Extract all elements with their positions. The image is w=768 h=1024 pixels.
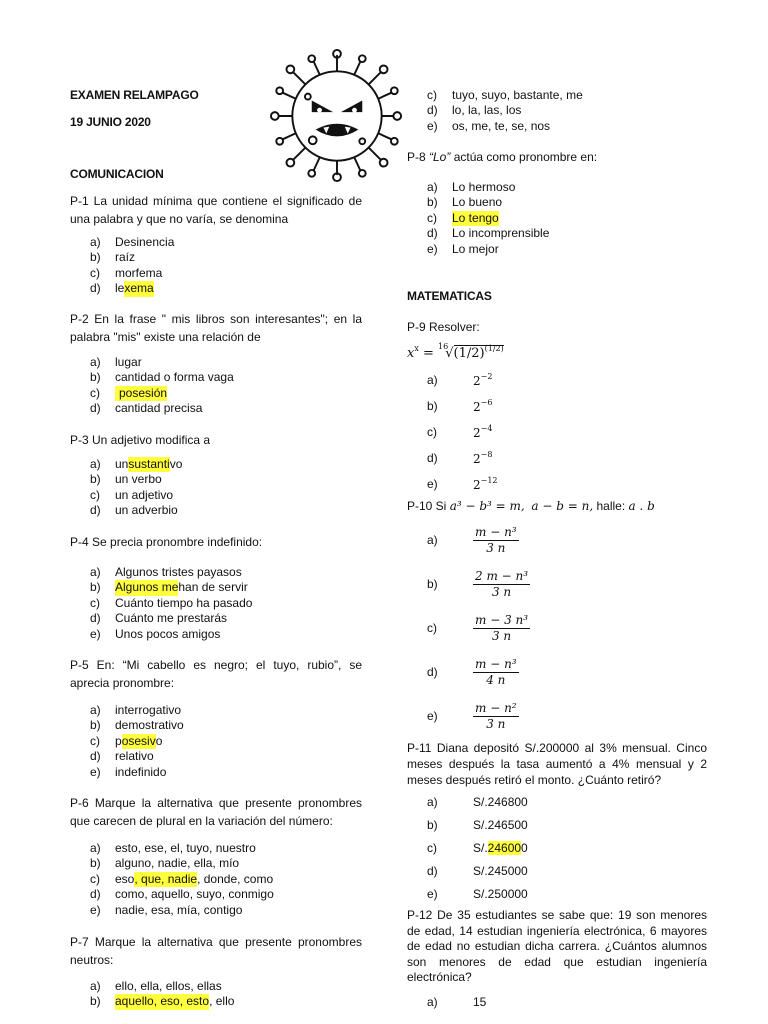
p2-options <box>90 355 362 417</box>
highlight: posesión <box>115 386 167 401</box>
option[interactable]: e) Unos pocos amigos <box>90 626 221 641</box>
option[interactable]: a) esto, ese, el, tuyo, nuestro <box>90 841 256 855</box>
option[interactable]: a) lugar <box>90 355 142 369</box>
p6-options <box>90 841 362 918</box>
option[interactable]: b) demostrativo <box>90 718 184 733</box>
option[interactable]: d) S/.245000 <box>427 863 528 878</box>
question-p4: P-4 Se precia pronombre indefinido: <box>70 535 263 549</box>
option[interactable]: a) ello, ella, ellos, ellas <box>90 979 222 993</box>
option[interactable]: c) Lo tengo <box>427 210 499 225</box>
option[interactable]: d) $2^{-8}$ <box>427 450 493 466</box>
highlight: xema <box>124 281 154 296</box>
section-comunicacion: COMUNICACION <box>70 167 164 181</box>
option[interactable]: a) Algunos tristes payasos <box>90 565 242 579</box>
p11-options <box>427 790 707 905</box>
question-p2: P-2 En la frase " mis libros son interesantes"; en la palabra "mis" existe una relación de <box>70 312 362 344</box>
highlight: , que, nadie <box>134 871 198 886</box>
option[interactable]: b) Lo bueno <box>427 195 503 210</box>
option[interactable]: e) os, me, te, se, nos <box>427 118 551 133</box>
p7-options-part2 <box>427 88 707 134</box>
option[interactable]: a) Desinencia <box>90 235 175 249</box>
option[interactable]: d) relativo <box>90 749 154 764</box>
option[interactable]: e) S/.250000 <box>427 886 528 901</box>
p3-options <box>90 457 362 519</box>
option[interactable]: a) un sustanti vo <box>90 457 183 471</box>
option[interactable]: d) Cuánto me prestarás <box>90 611 228 626</box>
option[interactable]: b) S/.246500 <box>427 817 528 832</box>
option[interactable]: b) aquello, eso, esto , ello <box>90 994 235 1009</box>
exam-title: EXAMEN RELAMPAGO <box>70 88 199 102</box>
option[interactable]: c) Cuánto tiempo ha pasado <box>90 595 253 610</box>
question-p6: P-6 Marque la alternativa que presente pronombres que carecen de plural en la variación del número: <box>70 796 362 828</box>
option[interactable]: c) morfema <box>90 265 163 280</box>
option[interactable]: b) $2^{-6}$ <box>427 398 493 414</box>
p4-options <box>90 565 362 642</box>
section-matematicas: MATEMATICAS <box>407 289 492 303</box>
option[interactable]: c) p osesiv o <box>90 733 163 748</box>
question-p3: P-3 Un adjetivo modifica a <box>70 433 211 447</box>
option[interactable]: d) como, aquello, suyo, conmigo <box>90 887 274 902</box>
option[interactable]: b) Algunos me han de servir <box>90 580 248 595</box>
option[interactable]: e) nadie, esa, mía, contigo <box>90 902 243 917</box>
p9-equation: $x^x = ^{16}√(1/2)^{(1/2)}$ <box>407 342 504 361</box>
option[interactable]: b) cantidad o forma vaga <box>90 370 234 385</box>
question-p5: P-5 En: “Mi cabello es negro; el tuyo, rubio”, se aprecia pronombre: <box>70 658 362 690</box>
highlight: Algunos me <box>115 580 179 595</box>
question-p11: P-11 Diana depositó S/.200000 al 3% mensual. Cinco meses después la tasa aumentó a 4% mensual y 2 meses después retiró el monto. ¿Cuánto retiró? <box>407 741 707 787</box>
option[interactable]: a) interrogativo <box>90 703 182 717</box>
option[interactable]: b) raíz <box>90 250 136 265</box>
option[interactable]: b) alguno, nadie, ella, mío <box>90 856 240 871</box>
p12-options <box>427 990 707 1013</box>
p1-options <box>90 235 362 297</box>
option[interactable]: a) S/.246800 <box>427 794 528 809</box>
p5-options <box>90 703 362 780</box>
option[interactable]: a) 15 <box>427 994 487 1009</box>
option[interactable]: d) un adverbio <box>90 503 178 518</box>
question-p9: P-9 Resolver: <box>407 320 480 334</box>
option[interactable]: c) S/. 24600 0 <box>427 840 528 855</box>
question-p7: P-7 Marque la alternativa que presente pronombres neutros: <box>70 935 362 967</box>
option[interactable]: e) Lo mejor <box>427 241 499 256</box>
option[interactable]: c) eso , que, nadie , donde, como <box>90 871 274 886</box>
question-p1: P-1 La unidad mínima que contiene el significado de una palabra y que no varía, se denomina <box>70 194 362 226</box>
option[interactable]: d) Lo incomprensible <box>427 226 550 241</box>
highlight: aquello, eso, esto <box>115 994 210 1009</box>
question-p8: P-8 “Lo” actúa como pronombre en: <box>407 150 598 164</box>
p9-options <box>427 367 707 497</box>
option[interactable]: c) $\frac{\text{m − 3 n³}}{3 n}$ <box>427 612 529 643</box>
question-p10: P-10 Si a³ − b³ = m, a − b = n, halle: a . b <box>407 499 655 513</box>
question-p12: P-12 De 35 estudiantes se sabe que: 19 son menores de edad, 14 estudian ingeniería electrónica, 6 mayores de edad no estudian dicha carrera. ¿Cuántos alumnos son menores de edad que estudian ingeniería electrónica? <box>407 908 707 984</box>
option[interactable]: a) $2^{-2}$ <box>427 372 493 388</box>
option[interactable]: d) cantidad precisa <box>90 401 203 416</box>
option[interactable]: b) $\frac{\text{2 m − n³}}{3 n}$ <box>427 568 529 599</box>
option[interactable]: e) $2^{-12}$ <box>427 476 498 492</box>
highlight: Lo tengo <box>452 210 499 225</box>
exam-date: 19 JUNIO 2020 <box>70 115 151 129</box>
option[interactable]: d) le xema <box>90 281 154 296</box>
option[interactable]: e) indefinido <box>90 764 167 779</box>
highlight: 24600 <box>487 840 522 855</box>
option[interactable]: c) tuyo, suyo, bastante, me <box>427 88 583 102</box>
option[interactable]: a) Lo hermoso <box>427 180 516 194</box>
option[interactable]: d) lo, la, las, los <box>427 103 522 118</box>
angry-virus-icon <box>268 48 406 184</box>
p7-options-part1 <box>90 979 362 1010</box>
highlight: sustanti <box>128 457 170 471</box>
p10-options <box>427 518 707 738</box>
highlight: osesiv <box>121 733 156 748</box>
option[interactable]: b) un verbo <box>90 472 162 487</box>
option[interactable]: c) un adjetivo <box>90 487 174 502</box>
option[interactable]: a) $\frac{\text{m − n³}}{3 n}$ <box>427 524 517 555</box>
option[interactable]: c) posesión <box>90 385 168 400</box>
p8-options <box>427 180 707 257</box>
option[interactable]: e) $\frac{\text{m − n²}}{3 n}$ <box>427 700 517 731</box>
option[interactable]: c) $2^{-4}$ <box>427 424 493 440</box>
option[interactable]: d) $\frac{\text{m − n³}}{4 n}$ <box>427 656 517 687</box>
